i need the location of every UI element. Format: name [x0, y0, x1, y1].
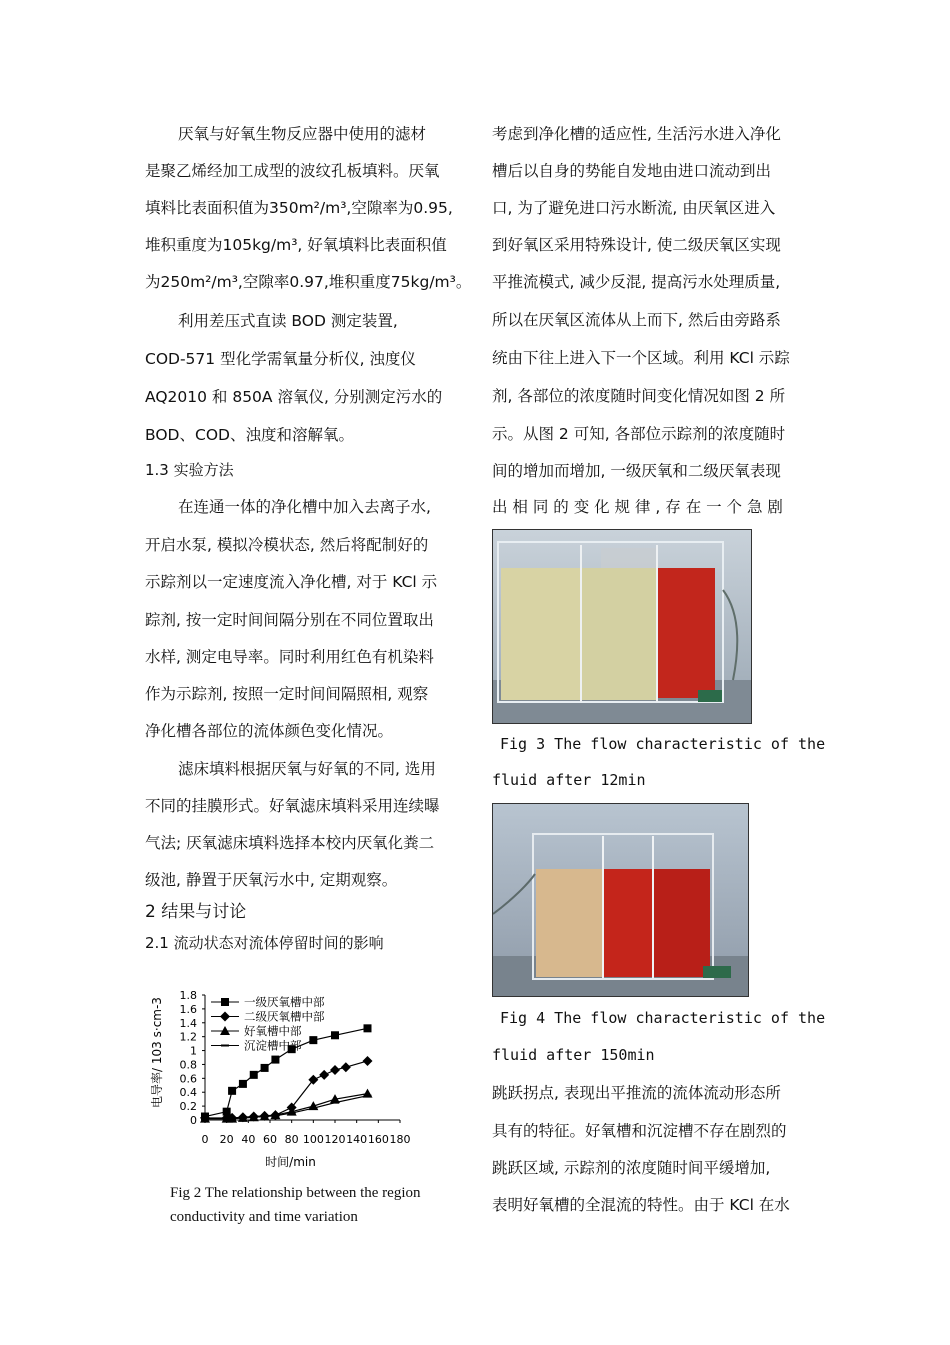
paragraph-line: 间的增加而增加, 一级厌氧和二级厌氧表现	[492, 462, 781, 480]
x-tick-label: 120	[324, 1133, 346, 1146]
fig4-tank-illustration	[493, 804, 748, 996]
paragraph-line: 水样, 测定电导率。同时利用红色有机染料	[145, 648, 434, 666]
paragraph-line: 为250m²/m³,空隙率0.97,堆积重度75kg/m³。	[145, 273, 472, 291]
fig2-caption-line: conductivity and time variation	[170, 1209, 358, 1225]
data-point-square	[250, 1071, 258, 1079]
paragraph-line: 具有的特征。好氧槽和沉淀槽不存在剧烈的	[492, 1122, 787, 1140]
x-axis-label: 时间/min	[265, 1155, 316, 1169]
paragraph-line: 厌氧与好氧生物反应器中使用的滤材	[178, 125, 427, 143]
x-tick-label: 100	[302, 1133, 324, 1146]
paragraph-line: 气法; 厌氧滤床填料选择本校内厌氧化粪二	[145, 834, 435, 852]
y-tick-label: 1.8	[179, 989, 197, 1002]
fig2-caption-line: Fig 2 The relationship between the region	[170, 1185, 421, 1201]
paragraph-line: 跳跃区域, 示踪剂的浓度随时间平缓增加,	[492, 1159, 771, 1177]
paragraph-line: AQ2010 和 850A 溶氧仪, 分别测定污水的	[145, 388, 443, 406]
legend-label: 好氧槽中部	[244, 1024, 302, 1038]
subsection-heading: 2.1 流动状态对流体停留时间的影响	[145, 934, 384, 952]
paragraph-line: 在连通一体的净化槽中加入去离子水,	[178, 498, 431, 516]
data-point-square	[309, 1036, 317, 1044]
data-point-square	[331, 1031, 339, 1039]
y-tick-label: 0.6	[179, 1072, 197, 1086]
data-point-square	[221, 998, 229, 1006]
y-axis-label: 电导率/ 103 s·cm-3	[150, 997, 164, 1108]
paragraph-line: 开启水泵, 模拟冷模状态, 然后将配制好的	[145, 536, 429, 554]
paragraph-line: 踪剂, 按一定时间间隔分别在不同位置取出	[145, 611, 434, 629]
x-tick-label: 80	[284, 1133, 299, 1146]
fig4-caption-line: fluid after 150min	[492, 1046, 655, 1064]
x-tick-label: 180	[389, 1133, 411, 1146]
paragraph-line: 堆积重度为105kg/m³, 好氧填料比表面积值	[145, 236, 447, 254]
paragraph-line: 跳跃拐点, 表现出平推流的流体流动形态所	[492, 1084, 781, 1102]
fig3-tank-illustration	[493, 530, 751, 723]
paragraph-line: 平推流模式, 减少反混, 提高污水处理质量,	[492, 273, 781, 291]
y-tick-label: 1.6	[179, 1002, 197, 1016]
data-point-square	[228, 1087, 236, 1095]
fig4-photo	[492, 803, 749, 997]
paragraph-line: BOD、COD、浊度和溶解氧。	[145, 426, 354, 444]
paragraph-line: 统由下往上进入下一个区域。利用 KCl 示踪	[492, 349, 790, 367]
fig3-caption-line: fluid after 12min	[492, 771, 646, 789]
section-heading: 2 结果与讨论	[145, 902, 247, 922]
paragraph-line: COD-571 型化学需氧量分析仪, 浊度仪	[145, 350, 416, 368]
data-point-diamond	[308, 1075, 318, 1085]
paragraph-line: 到好氧区采用特殊设计, 使二级厌氧区实现	[492, 236, 781, 254]
x-tick-label: 140	[346, 1133, 368, 1146]
data-point-diamond	[319, 1070, 329, 1080]
y-tick-label: 1.2	[179, 1030, 197, 1044]
fig3-caption-line: Fig 3 The flow characteristic of the	[500, 735, 826, 753]
y-tick-label: 0.2	[179, 1100, 197, 1114]
legend-label: 二级厌氧槽中部	[244, 1009, 325, 1024]
paragraph-line: 填料比表面积值为350m²/m³,空隙率为0.95,	[145, 199, 453, 217]
x-tick-label: 20	[219, 1133, 234, 1146]
y-tick-label: 1.4	[179, 1016, 197, 1030]
data-point-square	[271, 1056, 279, 1064]
paragraph-line: 利用差压式直读 BOD 测定装置,	[178, 312, 398, 330]
paragraph-line: 净化槽各部位的流体颜色变化情况。	[145, 722, 394, 740]
paragraph-line: 示。从图 2 可知, 各部位示踪剂的浓度随时	[492, 425, 786, 443]
x-tick-label: 40	[241, 1133, 256, 1146]
data-point-diamond	[341, 1062, 351, 1072]
x-tick-label: 160	[367, 1133, 389, 1146]
paragraph-line: 出 相 同 的 变 化 规 律 , 存 在 一 个 急 剧	[492, 498, 783, 516]
data-point-square	[239, 1080, 247, 1088]
paragraph-line: 剂, 各部位的浓度随时间变化情况如图 2 所	[492, 387, 786, 405]
fig2-caption	[170, 1181, 421, 1229]
y-tick-label: 0.4	[179, 1086, 197, 1100]
data-point-diamond	[220, 1012, 230, 1022]
paragraph-line: 口, 为了避免进口污水断流, 由厌氧区进入	[492, 199, 776, 217]
paragraph-line: 考虑到净化槽的适应性, 生活污水进入净化	[492, 125, 781, 143]
fig2-chart	[145, 975, 465, 1175]
paragraph-line: 级池, 静置于厌氧污水中, 定期观察。	[145, 871, 398, 889]
legend-label: 沉淀槽中部	[244, 1038, 302, 1053]
y-tick-label: 0.8	[179, 1058, 197, 1072]
x-tick-label: 0	[201, 1133, 209, 1146]
y-tick-label: 0	[190, 1114, 197, 1127]
paragraph-line: 是聚乙烯经加工成型的波纹孔板填料。厌氧	[145, 162, 440, 180]
paragraph-line: 所以在厌氧区流体从上而下, 然后由旁路系	[492, 311, 781, 329]
paragraph-line: 槽后以自身的势能自发地由进口流动到出	[492, 162, 772, 180]
paragraph-line: 表明好氧槽的全混流的特性。由于 KCl 在水	[492, 1196, 790, 1214]
data-point-square	[261, 1064, 269, 1072]
legend-label: 一级厌氧槽中部	[244, 995, 325, 1009]
data-point-diamond	[330, 1065, 340, 1075]
paragraph-line: 滤床填料根据厌氧与好氧的不同, 选用	[178, 760, 436, 778]
paragraph-line: 作为示踪剂, 按照一定时间间隔照相, 观察	[145, 685, 429, 703]
fig3-photo	[492, 529, 752, 724]
y-tick-label: 1	[190, 1044, 197, 1058]
paragraph-line: 示踪剂以一定速度流入净化槽, 对于 KCl 示	[145, 573, 438, 591]
x-tick-label: 60	[263, 1133, 277, 1146]
section-heading: 1.3 实验方法	[145, 461, 234, 479]
data-point-diamond	[363, 1056, 373, 1066]
data-point-square	[364, 1024, 372, 1032]
paragraph-line: 不同的挂膜形式。好氧滤床填料采用连续曝	[145, 797, 440, 815]
fig4-caption-line: Fig 4 The flow characteristic of the	[500, 1009, 826, 1027]
